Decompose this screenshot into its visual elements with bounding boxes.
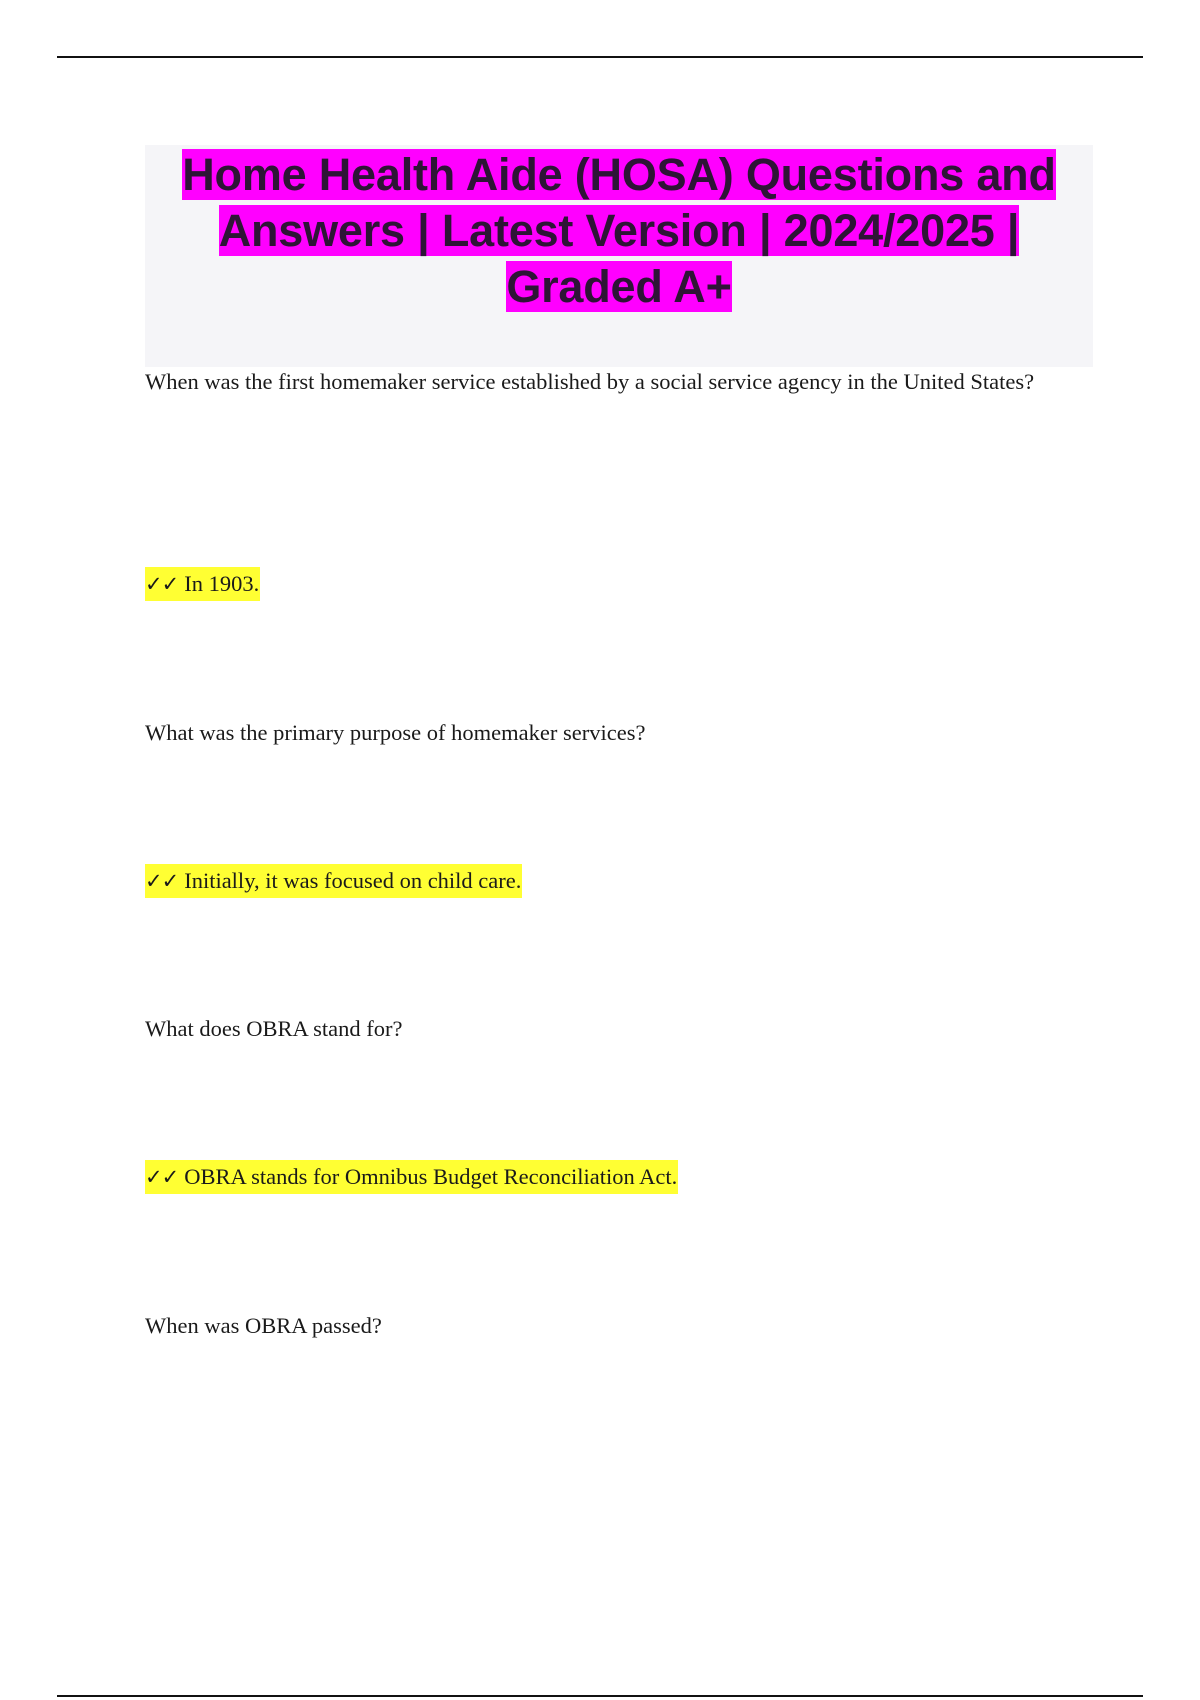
answer-1-text: In 1903. (184, 571, 260, 596)
title-block (145, 145, 1093, 367)
answer-3 (145, 1150, 1095, 1204)
header-rule (57, 56, 1143, 58)
answer-1-highlight (145, 567, 260, 601)
answer-2-highlight (145, 864, 522, 898)
answer-2-text: Initially, it was focused on child care. (184, 868, 522, 893)
footer-rule (57, 1695, 1143, 1697)
question-4: When was OBRA passed? (145, 1313, 382, 1338)
answer-2 (145, 854, 1095, 908)
double-check-icon: ✓✓ (145, 869, 179, 893)
double-check-icon: ✓✓ (145, 1165, 179, 1189)
answer-3-text: OBRA stands for Omnibus Budget Reconciliation Act. (184, 1164, 678, 1189)
question-3: What does OBRA stand for? (145, 1016, 403, 1041)
double-check-icon: ✓✓ (145, 572, 179, 596)
question-1: When was the first homemaker service established by a social service agency in the United States? (145, 369, 1035, 394)
question-2: What was the primary purpose of homemaker services? (145, 720, 646, 745)
document-title (145, 145, 1093, 315)
answer-3-highlight (145, 1160, 678, 1194)
document-title-text: Home Health Aide (HOSA) Questions and Answers | Latest Version | 2024/2025 | Graded A+ (182, 149, 1056, 312)
answer-1 (145, 557, 1095, 611)
